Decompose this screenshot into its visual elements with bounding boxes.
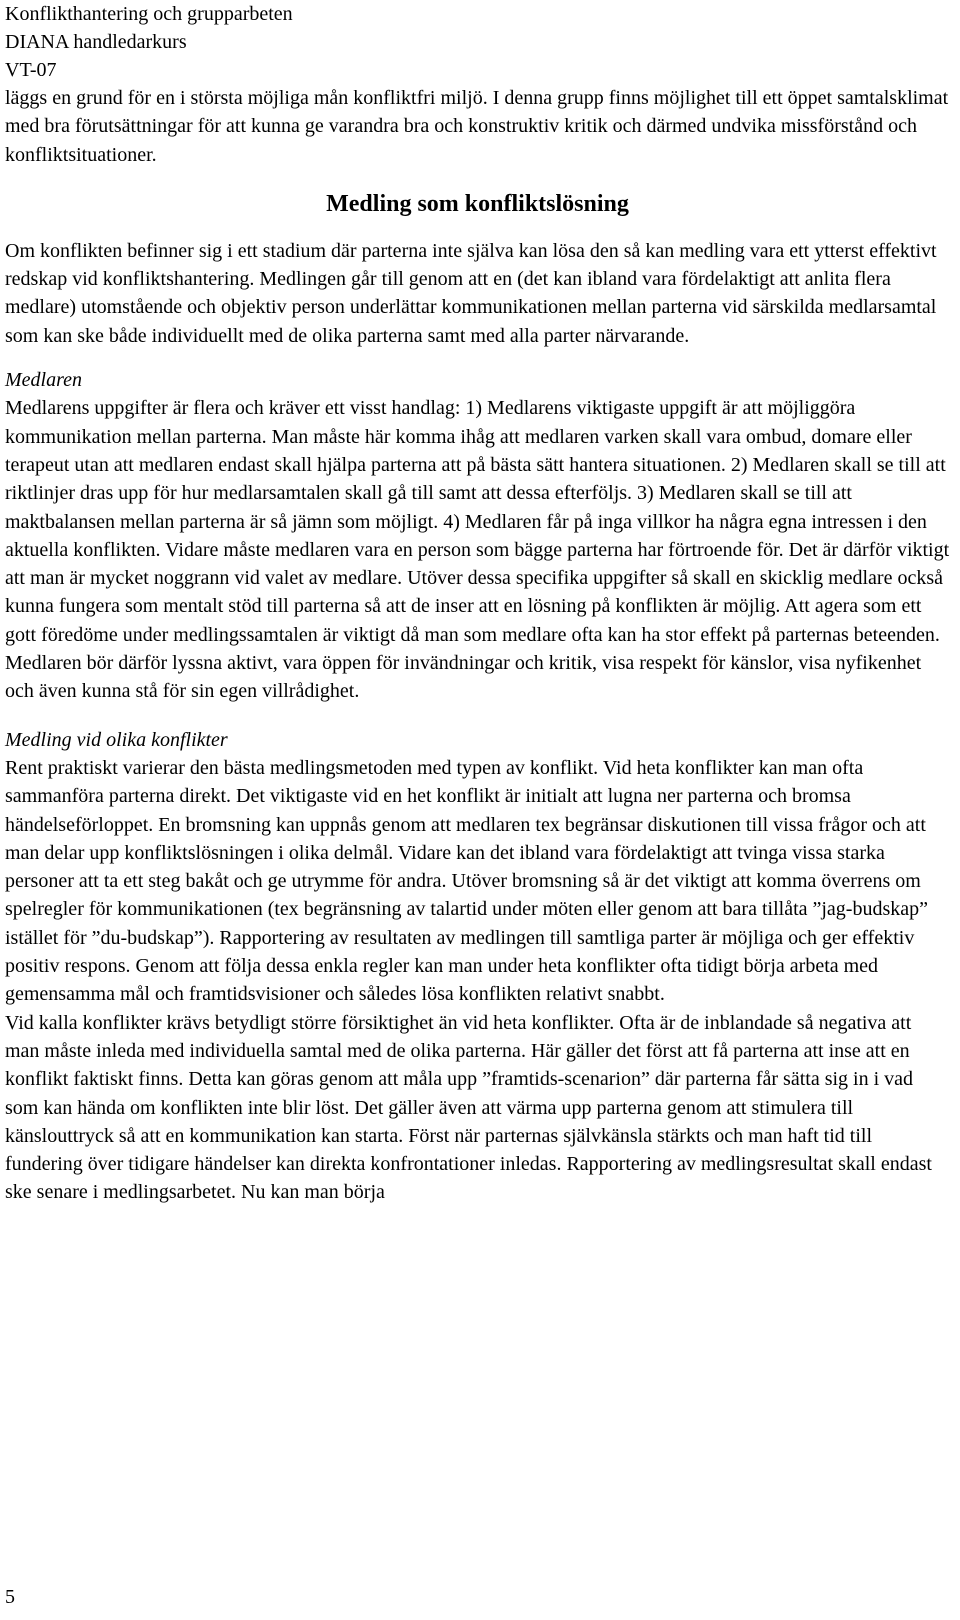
spacer (5, 706, 950, 726)
subheading-olika-konflikter: Medling vid olika konflikter (5, 728, 228, 751)
medling-paragraph: Om konflikten befinner sig i ett stadium där parterna inte själva kan lösa den så kan medling vara ett ytterst effektivt redskap vid konfliktshantering. Medlingen går till genom att en (det kan ibland vara fördelaktigt att anlita flera medlare) utomstående och objektiv person underlättar kommunikationen mellan parterna vid särskilda medlarsamtal som kan ske både individuellt med de olika parterna samt med alla parter närvarande. (5, 239, 937, 347)
medlaren-paragraph: Medlarens uppgifter är flera och kräver ett visst handlag: 1) Medlarens viktigaste uppgift är att möjliggöra kommunikation mellan parterna. Man måste här komma ihåg att medlaren varken skall vara ombud, domare eller terapeut utan att medlaren endast skall hjälpa parterna att på bästa sätt hantera situationen. 2) Medlaren skall se till att riktlinjer dras upp för hur medlarsamtalen skall gå till samt att dessa efterföljs. 3) Medlaren skall se till att maktbalansen mellan parterna är så jämn som möjligt. 4) Medlaren får på inga villkor ha några egna intressen i den aktuella konflikten. Vidare måste medlaren vara en person som bägge parterna har förtroende för. Det är därför viktigt att man är mycket noggrann vid valet av medlare. Utöver dessa specifika uppgifter så skall en skicklig medlare också kunna fungera som mentalt stöd till parterna så att de inser att en lösning på konflikten är möjlig. Att agera som ett gott föredöme under medlingssamtalen är viktigt då man som medlare ofta kan ha stor effekt på parternas beteenden. Medlaren bör därför lyssna aktivt, vara öppen för invändningar och kritik, visa respekt för känslor, visa nyfikenhet och även kunna stå för sin egen villrådighet. (5, 397, 950, 703)
heta-konflikter-paragraph: Rent praktiskt varierar den bästa medlingsmetoden med typen av konflikt. Vid heta konflikter kan man ofta sammanföra parterna direkt. Det viktigaste vid en het konflikt är initialt att lugna ner parterna och bromsa händelseförloppet. En bromsning kan uppnås genom att medlaren tex begränsar diskutionen till vissa frågor och att man delar upp konfliktslösningen i olika delmål. Vidare kan det ibland vara fördelaktigt att tvinga vissa starka personer att ta ett steg bakåt och ge utrymme för andra. Utöver bromsning så är det viktigt att komma överrens om spelregler för kommunikationen (tex begränsning av talartid under möten eller genom att bara tillåta ”jag-budskap” istället för ”du-budskap”). Rapportering av resultaten av medlingen till samtliga parter är möjliga och ger effektiv positiv respons. Genom att följa dessa enkla regler kan man under heta konflikter ofta tidigt börja arbeta med gemensamma mål och framtidsvisioner och således lösa konflikten relativt snabbt. (5, 756, 929, 1006)
header-course-title: Konflikthantering och grupparbeten (5, 3, 293, 25)
document-header (5, 0, 950, 84)
kalla-konflikter-paragraph: Vid kalla konflikter krävs betydligt större försiktighet än vid heta konflikter. Ofta är de inblandade så negativa att man måste inleda med individuella samtal med de olika parterna. Här gäller det först att få parterna att inse att en konflikt faktiskt finns. Detta kan göras genom att måla upp ”framtids-scenarion” där parterna får sätta sig in i vad som kan hända om konflikten inte blir löst. Det gäller även att värma upp parterna genom att stimulera till känslouttryck så att en kommunikation kan starta. Först när parternas självkänsla stärkts och man haft tid till fundering över tidigare händelser kan direkta konfrontationer inledas. Rapportering av medlingsresultat skall endast ske senare i medlingsarbetet. Nu kan man börja (5, 1011, 932, 1204)
page-number: 5 (5, 1586, 15, 1608)
subheading-medlaren: Medlaren (5, 369, 83, 392)
intro-paragraph: läggs en grund för en i största möjliga mån konfliktfri miljö. I denna grupp finns möjlighet till ett öppet samtalsklimat med bra förutsättningar för att kunna ge varandra bra och konstruktiv kritik och därmed undvika missförstånd och konfliktsituationer. (5, 87, 949, 166)
spacer (5, 350, 950, 366)
header-term: VT-07 (5, 59, 57, 81)
document-page (5, 0, 950, 1207)
header-course-name: DIANA handledarkurs (5, 31, 187, 53)
section-heading-medling: Medling som konfliktslösning (326, 190, 629, 217)
